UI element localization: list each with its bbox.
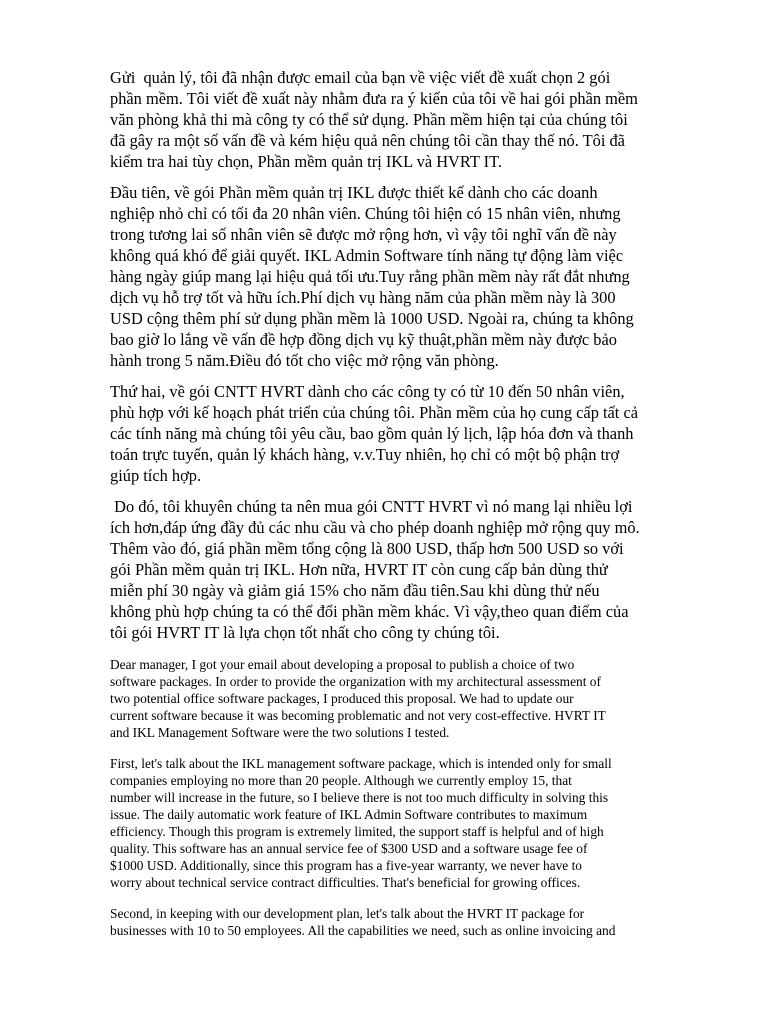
english-section — [110, 656, 696, 939]
en-paragraph-3: Second, in keeping with our development plan, let's talk about the HVRT IT package for businesses with 10 to 50 employees. All the capabilities we need, such as online invoicing and — [110, 906, 616, 938]
vi-paragraph-2: Đầu tiên, về gói Phần mềm quản trị IKL được thiết kế dành cho các doanh nghiệp nhỏ chỉ có tối đa 20 nhân viên. Chúng tôi hiện có 15 nhân viên, nhưng trong tương lai số nhân viên sẽ được mở rộng hơn, vì vậy tôi nghĩ vấn đề này không quá khó để giải quyết. IKL Admin Software tính năng tự động làm việc hàng ngày giúp mang lại hiệu quả tối ưu.Tuy rằng phần mềm này rất đắt nhưng dịch vụ hỗ trợ tốt và hữu ích.Phí dịch vụ hàng năm của phần mềm này là 300 USD cộng thêm phí sử dụng phần mềm là 1000 USD. Ngoài ra, chúng ta không bao giờ lo lắng về vấn đề hợp đồng dịch vụ kỹ thuật,phần mềm này được bảo hành trong 5 năm.Điều đó tốt cho việc mở rộng văn phòng. — [110, 183, 634, 370]
vietnamese-section — [110, 67, 696, 643]
en-paragraph-2: First, let's talk about the IKL management software package, which is intended only for small companies employing no more than 20 people. Although we currently employ 15, that number will increase in the future, so I believe there is not too much difficulty in solving this issue. The daily automatic work feature of IKL Admin Software contributes to maximum efficiency. Though this program is extremely limited, the support staff is helpful and of high quality. This software has an annual service fee of $300 USD and a software usage fee of $1000 USD. Additionally, since this program has a five-year warranty, we never have to worry about technical service contract difficulties. That's beneficial for growing offices. — [110, 756, 612, 890]
document-page — [110, 67, 696, 953]
vi-paragraph-4: Do đó, tôi khuyên chúng ta nên mua gói CNTT HVRT vì nó mang lại nhiều lợi ích hơn,đáp ứng đầy đủ các nhu cầu và cho phép doanh nghiệp mở rộng quy mô. Thêm vào đó, giá phần mềm tổng cộng là 800 USD, thấp hơn 500 USD so với gói Phần mềm quản trị IKL. Hơn nữa, HVRT IT còn cung cấp bản dùng thử miễn phí 30 ngày và giảm giá 15% cho năm đầu tiên.Sau khi dùng thử nếu không phù hợp chúng ta có thể đổi phần mềm khác. Vì vậy,theo quan điểm của tôi gói HVRT IT là lựa chọn tốt nhất cho công ty chúng tôi. — [110, 497, 640, 642]
vi-paragraph-1: Gửi quản lý, tôi đã nhận được email của bạn về việc viết đề xuất chọn 2 gói phần mềm. Tôi viết đề xuất này nhằm đưa ra ý kiến của tôi về hai gói phần mềm văn phòng khả thi mà công ty có thể sử dụng. Phần mềm hiện tại của chúng tôi đã gây ra một số vấn đề và kém hiệu quả nên chúng tôi cần thay thế nó. Tôi đã kiểm tra hai tùy chọn, Phần mềm quản trị IKL và HVRT IT. — [110, 68, 638, 171]
en-paragraph-1: Dear manager, I got your email about developing a proposal to publish a choice of two software packages. In order to provide the organization with my architectural assessment of two potential office software packages, I produced this proposal. We had to update our current software because it was becoming problematic and not very cost-effective. HVRT IT and IKL Management Software were the two solutions I tested. — [110, 657, 606, 740]
vi-paragraph-3: Thứ hai, về gói CNTT HVRT dành cho các công ty có từ 10 đến 50 nhân viên, phù hợp với kế hoạch phát triển của chúng tôi. Phần mềm của họ cung cấp tất cả các tính năng mà chúng tôi yêu cầu, bao gồm quản lý lịch, lập hóa đơn và thanh toán trực tuyến, quản lý khách hàng, v.v.Tuy nhiên, họ chỉ có một bộ phận trợ giúp tích hợp. — [110, 382, 639, 485]
